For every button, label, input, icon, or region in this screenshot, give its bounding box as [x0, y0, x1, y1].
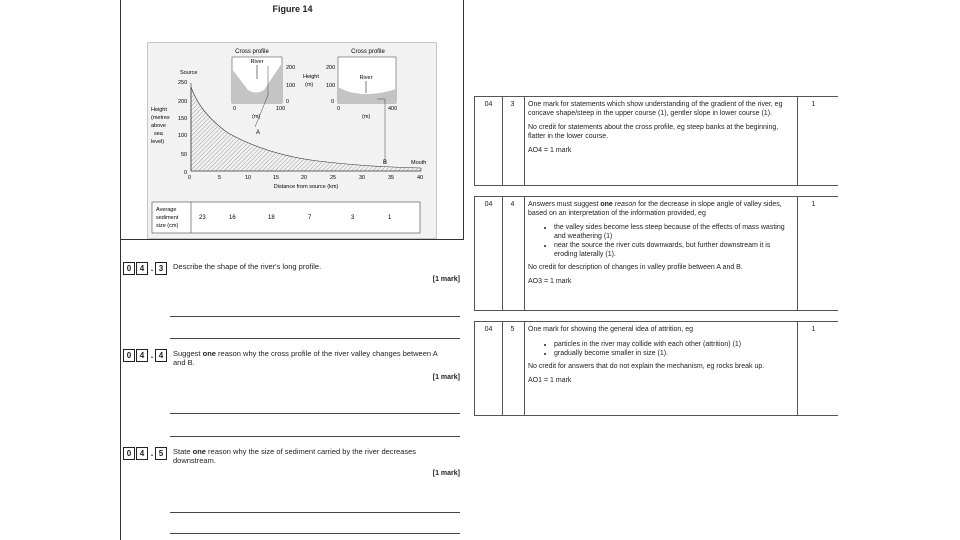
mark-scheme-row-04-5: [474, 321, 838, 416]
long-ytick: 200: [178, 99, 188, 105]
question-mark: [1 mark]: [432, 470, 460, 477]
cross-left-ytick: 200: [286, 65, 296, 71]
long-xtick: 35: [388, 175, 395, 181]
long-profile-ylabel: level): [151, 139, 165, 145]
cross-profile-left-caption: Cross profile: [235, 49, 269, 55]
figure-title: Figure 14: [272, 4, 313, 14]
long-xtick: 20: [301, 175, 308, 181]
ms-guidance: [524, 97, 798, 185]
long-xtick: 5: [218, 175, 222, 181]
point-a-label: A: [256, 130, 261, 136]
answer-line[interactable]: [170, 436, 460, 437]
long-profile-ylabel: Height: [151, 107, 167, 113]
long-profile-ylabel: sea: [154, 131, 163, 137]
question-04-5: [123, 447, 438, 465]
q-number-box: 4: [136, 349, 148, 362]
cross-profile-right-river-label: River: [359, 75, 373, 81]
long-ytick: 250: [178, 80, 188, 86]
sediment-label: sediment: [156, 215, 179, 221]
mark-scheme-row-04-4: [474, 196, 838, 311]
answer-line[interactable]: [170, 316, 460, 317]
ms-marks: 1: [811, 326, 816, 333]
page-border-left: [120, 0, 121, 540]
ms-marks: 1: [811, 101, 816, 108]
long-xtick: 0: [188, 175, 192, 181]
cross-right-xtick: 400: [388, 106, 398, 112]
q-sub-box: 5: [155, 447, 167, 460]
sediment-label: Average: [156, 207, 177, 213]
figure-graphic: [148, 43, 436, 238]
q-dot: .: [150, 448, 154, 458]
cross-left-ytick: 0: [286, 99, 290, 105]
connector-b: [377, 99, 385, 163]
cross-left-ytick: 100: [286, 83, 296, 89]
sediment-value: 3: [351, 215, 355, 221]
exam-paper: [120, 0, 465, 540]
q-number-box: 4: [136, 262, 148, 275]
cross-profile-right-caption: Cross profile: [351, 49, 385, 55]
long-xtick: 30: [359, 175, 366, 181]
long-profile-source-label: Source: [180, 70, 198, 76]
question-04-4: [123, 349, 438, 367]
page-border-right: [463, 0, 464, 240]
q-sub-box: 3: [155, 262, 167, 275]
cross-right-ytick: 100: [326, 83, 336, 89]
sediment-table: [152, 202, 420, 233]
long-xtick: 40: [417, 175, 424, 181]
cross-right-ytick: 200: [326, 65, 336, 71]
sediment-value: 7: [308, 215, 312, 221]
q-number-box: 4: [136, 447, 148, 460]
point-b-label: B: [383, 160, 388, 166]
cross-right-ytick: 0: [331, 99, 335, 105]
cross-left-xtick: 100: [276, 106, 286, 112]
sediment-value: 16: [229, 215, 236, 221]
question-text: State one reason why the size of sediment carried by the river decreases downstream.: [173, 447, 417, 465]
ms-bullet: • gradually become smaller in size (1).: [554, 350, 793, 359]
ms-ao: AO1 = 1 mark: [528, 377, 572, 385]
long-ytick: 0: [184, 170, 188, 176]
question-04-3: [123, 262, 438, 275]
ms-ao: AO3 = 1 mark: [528, 278, 572, 286]
q-number-box: 0: [123, 349, 135, 362]
ms-bullet: • the valley sides become less steep because of the effects of mass wasting and weathering (1): [554, 224, 793, 241]
answer-line[interactable]: [170, 413, 460, 414]
ms-guidance: [524, 197, 798, 310]
sediment-value: 1: [388, 215, 392, 221]
cross-height-unit: (m): [305, 82, 314, 88]
ms-text: Answers must suggest one reason for the decrease in slope angle of valley sides, based on an interpretation of the information provided, eg: [528, 201, 782, 217]
ms-subpart: 4: [501, 197, 525, 310]
q-sub-box: 4: [155, 349, 167, 362]
ms-subpart: 3: [501, 97, 525, 185]
ms-question: 04: [474, 322, 503, 415]
long-ytick: 50: [181, 152, 188, 158]
q-dot: .: [150, 350, 154, 360]
ms-guidance: [524, 322, 798, 415]
question-text: Suggest one reason why the cross profile of the river valley changes between A and B.: [173, 349, 438, 367]
ms-bullets: [528, 341, 793, 359]
q-dot: .: [150, 263, 154, 273]
ms-question: 04: [474, 97, 503, 185]
long-xtick: 15: [273, 175, 280, 181]
ms-text: One mark for showing the general idea of attrition, eg: [528, 326, 693, 333]
long-ytick: 100: [178, 133, 188, 139]
ms-subpart: 5: [501, 322, 525, 415]
ms-ao: AO4 = 1 mark: [528, 147, 572, 155]
ms-text: One mark for statements which show understanding of the gradient of the river, eg concave shape/steep in the upper course (1), gentler slope in lower course (1).: [528, 101, 783, 117]
cross-right-xtick: 0: [337, 106, 341, 112]
long-profile-xlabel: Distance from source (km): [273, 184, 339, 190]
cross-right-xunit: (m): [362, 114, 371, 120]
answer-line[interactable]: [170, 533, 460, 534]
question-text: Describe the shape of the river's long profile.: [173, 262, 322, 271]
q-number-box: 0: [123, 262, 135, 275]
cross-left-xunit: (m): [252, 114, 261, 120]
question-mark: [1 mark]: [432, 276, 460, 283]
figure-bottom-border: [120, 239, 464, 240]
long-ytick: 150: [178, 116, 188, 122]
long-xtick: 25: [330, 175, 337, 181]
mark-scheme-row-04-3: [474, 96, 838, 186]
sediment-value: 18: [268, 215, 275, 221]
q-number-box: 0: [123, 447, 135, 460]
ms-question: 04: [474, 197, 503, 310]
figure-14: [147, 42, 437, 239]
ms-marks: 1: [811, 201, 816, 208]
sediment-label: size (cm): [156, 223, 179, 229]
question-mark: [1 mark]: [432, 374, 460, 381]
cross-height-label: Height: [303, 74, 319, 80]
cross-left-xtick: 0: [233, 106, 237, 112]
long-xtick: 10: [245, 175, 252, 181]
answer-line[interactable]: [170, 338, 460, 339]
sediment-value: 23: [199, 215, 206, 221]
ms-bullet: • particles in the river may collide with each other (attrition) (1): [554, 341, 793, 350]
long-profile-ylabel: above: [151, 123, 166, 129]
ms-text: No credit for answers that do not explain the mechanism, eg rocks break up.: [528, 362, 765, 370]
answer-line[interactable]: [170, 512, 460, 513]
ms-text: No credit for description of changes in valley profile between A and B.: [528, 263, 743, 271]
ms-bullet: • near the source the river cuts downwards, but further downstream it is eroding laterally (1).: [554, 242, 793, 259]
long-profile-ylabel: (metres: [151, 115, 170, 121]
long-profile-mouth-label: Mouth: [411, 160, 427, 166]
cross-profile-left-river-label: River: [250, 59, 264, 65]
ms-bullets: [528, 224, 793, 259]
ms-text: No credit for statements about the cross profile, eg steep banks at the beginning, flatter in the lower course.: [528, 124, 779, 140]
